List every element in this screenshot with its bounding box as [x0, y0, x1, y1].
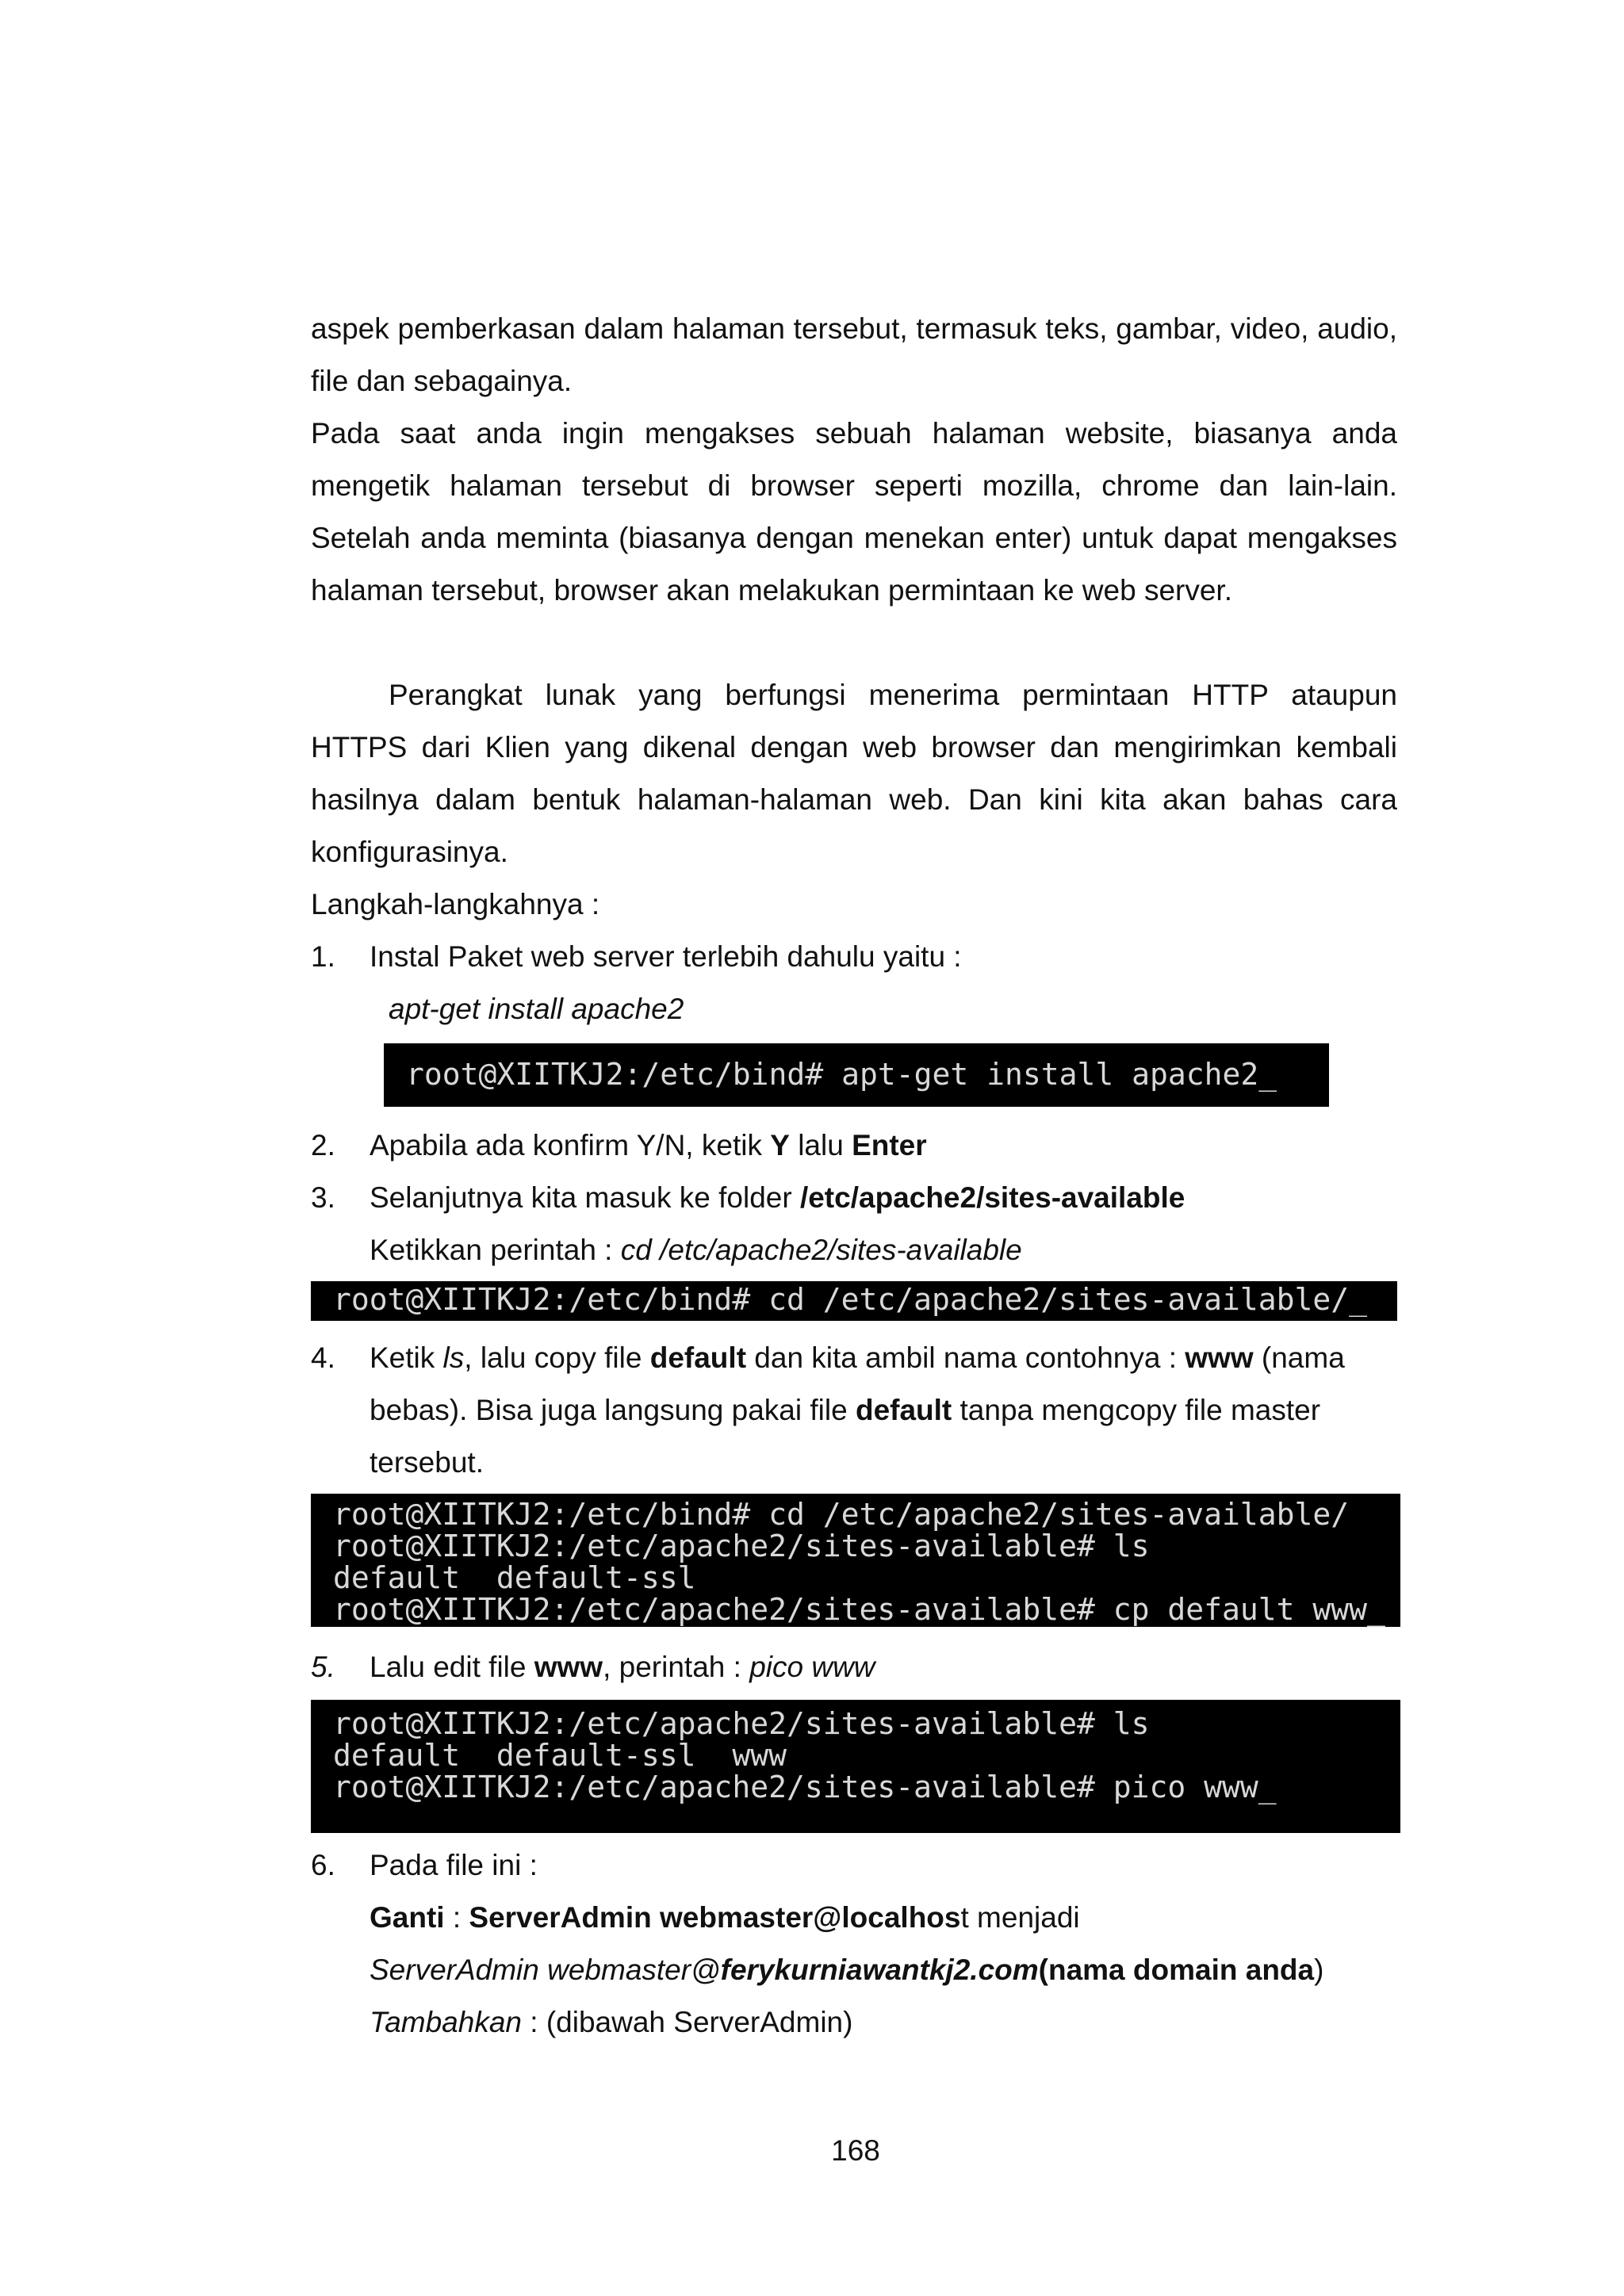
steps-intro: Langkah-langkahnya :: [311, 888, 600, 920]
terminal-screenshot-1: root@XIITKJ2:/etc/bind# apt-get install apache2_: [384, 1043, 1329, 1107]
step-number: 6.: [311, 1849, 335, 1881]
step-6-line-3: ServerAdmin webmaster@ferykurniawantkj2.com(nama domain anda): [370, 1954, 1324, 1986]
step-text: Lalu edit file www, perintah : pico www: [370, 1651, 875, 1683]
step-text: Apabila ada konfirm Y/N, ketik Y lalu Enter: [370, 1129, 927, 1161]
step-6-line-4: Tambahkan : (dibawah ServerAdmin): [370, 2006, 853, 2038]
step-number: 4.: [311, 1341, 335, 1374]
paragraph-3: Perangkat lunak yang berfungsi menerima permintaan HTTP ataupun HTTPS dari Klien yang dikenal dengan web browser dan mengirimkan kembali hasilnya dalam bentuk halaman-halaman web. Dan kini kita akan bahas cara konfigurasinya.: [311, 679, 1397, 868]
page-number: 168: [831, 2134, 880, 2167]
step-text: Pada file ini :: [370, 1849, 538, 1881]
step-4-line-3: tersebut.: [370, 1446, 484, 1479]
step-4-line-2: bebas). Bisa juga langsung pakai file default tanpa mengcopy file master: [370, 1394, 1321, 1426]
terminal-screenshot-4: root@XIITKJ2:/etc/apache2/sites-available# ls default default-ssl www root@XIITKJ2:/etc/apache2/sites-available# pico www_: [311, 1700, 1400, 1833]
step-number: 1.: [311, 940, 335, 973]
paragraph-1: aspek pemberkasan dalam halaman tersebut, termasuk teks, gambar, video, audio, file dan sebagainya.: [311, 312, 1397, 397]
terminal-screenshot-2: root@XIITKJ2:/etc/bind# cd /etc/apache2/sites-available/_: [311, 1281, 1397, 1321]
paragraph-2: Pada saat anda ingin mengakses sebuah halaman website, biasanya anda mengetik halaman tersebut di browser seperti mozilla, chrome dan lain-lain. Setelah anda meminta (biasanya dengan menekan enter) untuk dapat mengakses halaman tersebut, browser akan melakukan permintaan ke web server.: [311, 417, 1397, 607]
terminal-screenshot-3: root@XIITKJ2:/etc/bind# cd /etc/apache2/sites-available/ root@XIITKJ2:/etc/apache2/sites-available# ls default default-ssl root@XIITKJ2:/etc/apache2/sites-available# cp default www_: [311, 1494, 1400, 1627]
step-text: Ketik ls, lalu copy file default dan kita ambil nama contohnya : www (nama: [370, 1341, 1345, 1374]
step-6-line-2: Ganti : ServerAdmin webmaster@localhost menjadi: [370, 1901, 1080, 1934]
step-text: Selanjutnya kita masuk ke folder /etc/apache2/sites-available: [370, 1181, 1185, 1214]
step-number: 2.: [311, 1129, 335, 1161]
step-text: Instal Paket web server terlebih dahulu yaitu :: [370, 940, 962, 973]
step-3-instruction: Ketikkan perintah : cd /etc/apache2/sites-available: [370, 1234, 1022, 1266]
step-1-command: apt-get install apache2: [389, 993, 684, 1025]
step-number: 3.: [311, 1181, 335, 1214]
step-number: 5.: [311, 1651, 335, 1683]
